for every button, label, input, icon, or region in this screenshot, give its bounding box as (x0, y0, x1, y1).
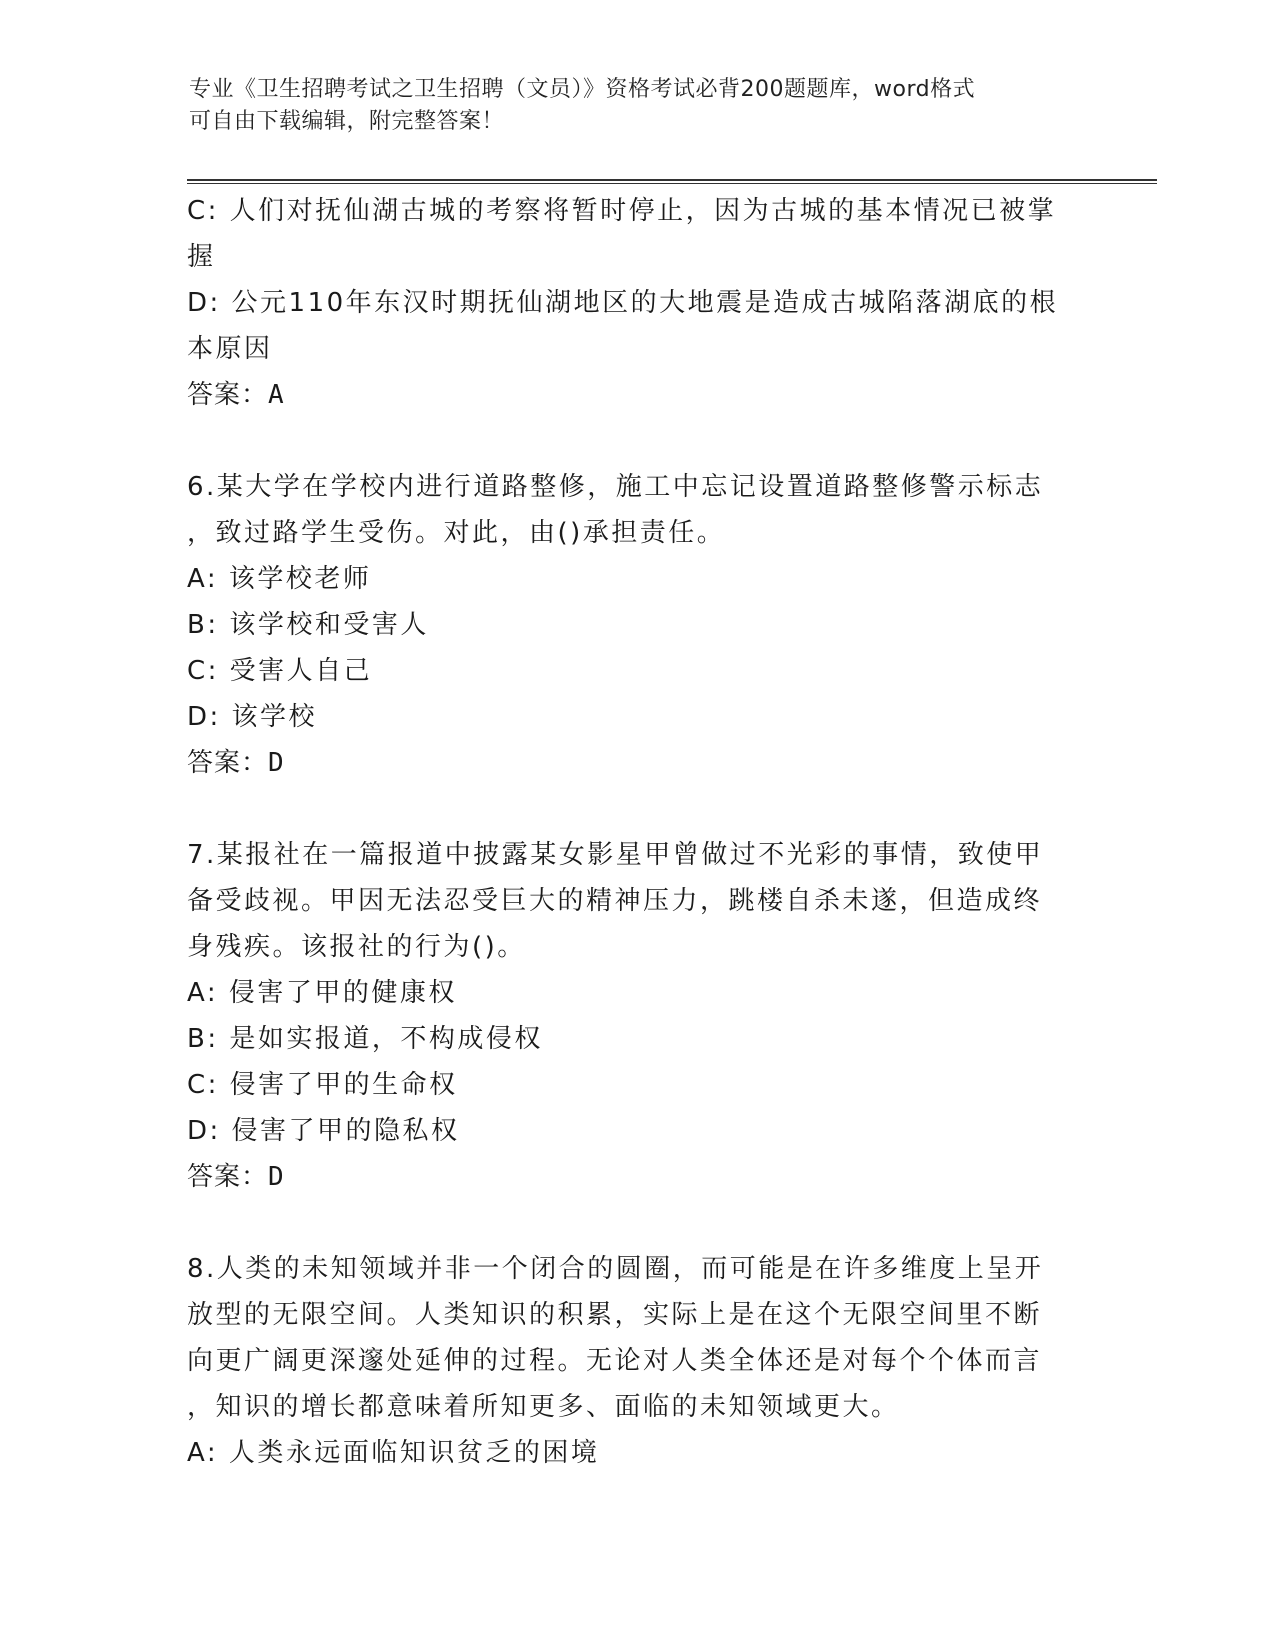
option-a: A: 该学校老师 (187, 564, 372, 594)
answer-line (187, 1154, 1087, 1200)
question-stem-line-1: 7.某报社在一篇报道中披露某女影星甲曾做过不光彩的事情，致使甲 (187, 840, 1044, 870)
spacer (187, 418, 1087, 464)
option-c-line-2: 握 (187, 242, 216, 272)
option-d: D: 侵害了甲的隐私权 (187, 1116, 460, 1146)
page-header (189, 74, 1069, 138)
header-divider-thin (187, 183, 1157, 184)
answer-label: 答案： (187, 1162, 269, 1192)
header-title-line-2: 可自由下载编辑，附完整答案！ (189, 109, 505, 134)
question-6 (187, 464, 1087, 786)
question-stem-line-4: ，知识的增长都意味着所知更多、面临的未知领域更大。 (187, 1392, 900, 1422)
option-d-line-1: D: 公元110年东汉时期抚仙湖地区的大地震是造成古城陷落湖底的根 (187, 288, 1059, 318)
question-7 (187, 832, 1087, 1200)
option-b: B: 是如实报道，不构成侵权 (187, 1024, 543, 1054)
answer-label: 答案： (187, 380, 269, 410)
option-d-line-2: 本原因 (187, 334, 273, 364)
spacer (187, 786, 1087, 832)
option-c: C: 受害人自己 (187, 656, 373, 686)
spacer (187, 1200, 1087, 1246)
question-stem-line-1: 6.某大学在学校内进行道路整修，施工中忘记设置道路整修警示标志 (187, 472, 1044, 502)
question-stem-line-3: 向更广阔更深邃处延伸的过程。无论对人类全体还是对每个个体而言 (187, 1346, 1043, 1376)
header-divider-thick (187, 179, 1157, 181)
answer-value: A (268, 380, 287, 410)
answer-value: D (268, 1162, 287, 1192)
option-c: C: 侵害了甲的生命权 (187, 1070, 458, 1100)
question-stem-line-1: 8.人类的未知领域并非一个闭合的圆圈，而可能是在许多维度上呈开 (187, 1254, 1044, 1284)
option-a: A: 人类永远面临知识贫乏的困境 (187, 1438, 600, 1468)
option-d: D: 该学校 (187, 702, 318, 732)
answer-line (187, 372, 1087, 418)
question-stem-line-2: ，致过路学生受伤。对此，由()承担责任。 (187, 518, 726, 548)
document-body (187, 188, 1087, 1476)
answer-line (187, 740, 1087, 786)
answer-value: D (268, 748, 287, 778)
option-a: A: 侵害了甲的健康权 (187, 978, 457, 1008)
answer-label: 答案： (187, 748, 269, 778)
question-stem-line-2: 放型的无限空间。人类知识的积累，实际上是在这个无限空间里不断 (187, 1300, 1043, 1330)
question-stem-line-3: 身残疾。该报社的行为()。 (187, 932, 526, 962)
question-8 (187, 1246, 1087, 1476)
header-title-line-1: 专业《卫生招聘考试之卫生招聘（文员）》资格考试必背200题题库，word格式 (189, 77, 976, 102)
option-b: B: 该学校和受害人 (187, 610, 429, 640)
question-stem-line-2: 备受歧视。甲因无法忍受巨大的精神压力，跳楼自杀未遂，但造成终 (187, 886, 1043, 916)
question-5-continuation (187, 188, 1087, 418)
option-c-line-1: C: 人们对抚仙湖古城的考察将暂时停止，因为古城的基本情况已被掌 (187, 196, 1057, 226)
